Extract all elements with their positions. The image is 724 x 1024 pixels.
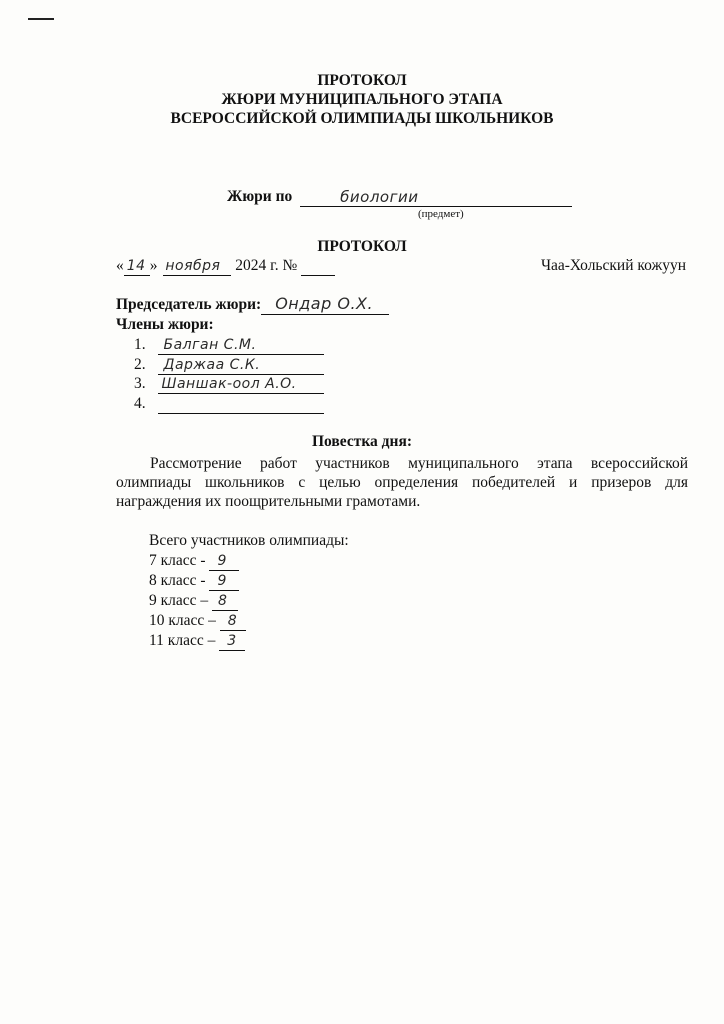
header-line-2: ЖЮРИ МУНИЦИПАЛЬНОГО ЭТАПА — [221, 91, 503, 108]
grade-label: 8 класс - — [149, 572, 206, 589]
member-field — [158, 395, 324, 414]
grade-row — [149, 552, 239, 571]
member-name: Шаншак-оол А.О. — [161, 376, 297, 392]
grade-field — [220, 612, 246, 631]
number-field — [301, 257, 335, 276]
quote-close: » — [149, 257, 158, 274]
grade-count: 9 — [217, 573, 227, 589]
subject-caption: (предмет) — [418, 208, 464, 220]
grade-label: 10 класс – — [149, 612, 216, 629]
members-label: Члены жюри: — [116, 316, 214, 333]
grade-label: 11 класс – — [149, 632, 216, 649]
grade-count: 3 — [227, 633, 237, 649]
member-row — [134, 375, 324, 394]
day-value: 14 — [126, 258, 146, 274]
grade-field — [212, 592, 238, 611]
grade-count: 8 — [227, 613, 238, 629]
grade-row — [149, 592, 238, 611]
grade-label: 7 класс - — [149, 552, 206, 569]
grade-count: 8 — [218, 593, 228, 609]
protocol-title: ПРОТОКОЛ — [317, 238, 407, 255]
member-number: 3. — [134, 375, 146, 392]
location: Чаа-Хольский кожуун — [540, 257, 686, 274]
member-number: 1. — [134, 336, 146, 353]
chair-row — [116, 296, 389, 315]
jury-subject-row — [227, 188, 572, 207]
grade-field — [209, 552, 239, 571]
member-number: 4. — [134, 395, 146, 412]
quote-open: « — [116, 257, 124, 274]
grade-field — [209, 572, 239, 591]
grade-row — [149, 612, 246, 631]
grade-row — [149, 632, 245, 651]
member-field — [158, 336, 324, 355]
grade-row — [149, 572, 239, 591]
agenda-title: Повестка дня: — [312, 433, 412, 450]
year-text: 2024 г. № — [235, 257, 298, 274]
grade-count: 9 — [217, 553, 227, 569]
corner-mark — [28, 18, 54, 20]
day-field — [124, 257, 150, 276]
member-field — [158, 375, 324, 394]
chair-label: Председатель жюри: — [116, 296, 262, 313]
jury-label: Жюри по — [227, 188, 293, 205]
subject-field — [300, 188, 572, 207]
member-name: Даржаа С.К. — [163, 357, 261, 373]
member-name: Балган С.М. — [163, 337, 257, 353]
month-field — [163, 257, 231, 276]
header-line-3: ВСЕРОССИЙСКОЙ ОЛИМПИАДЫ ШКОЛЬНИКОВ — [170, 110, 554, 127]
subject-value: биологии — [340, 188, 419, 206]
chair-field — [261, 296, 389, 315]
member-row — [134, 336, 324, 355]
header-line-1: ПРОТОКОЛ — [317, 72, 407, 89]
member-number: 2. — [134, 356, 146, 373]
grade-field — [219, 632, 245, 651]
chair-name: Ондар О.Х. — [275, 294, 374, 313]
member-field — [158, 356, 324, 375]
member-row — [134, 395, 324, 414]
member-row — [134, 356, 324, 375]
participants-label: Всего участников олимпиады: — [149, 532, 349, 549]
month-value: ноября — [165, 258, 221, 274]
agenda-text: Рассмотрение работ участников муниципального этапа всероссийской олимпиады школьников с целью определения победителей и призеров для награждения их поощрительными грамотами. — [116, 455, 688, 510]
protocol-date-row — [116, 257, 335, 276]
grade-label: 9 класс – — [149, 592, 209, 609]
